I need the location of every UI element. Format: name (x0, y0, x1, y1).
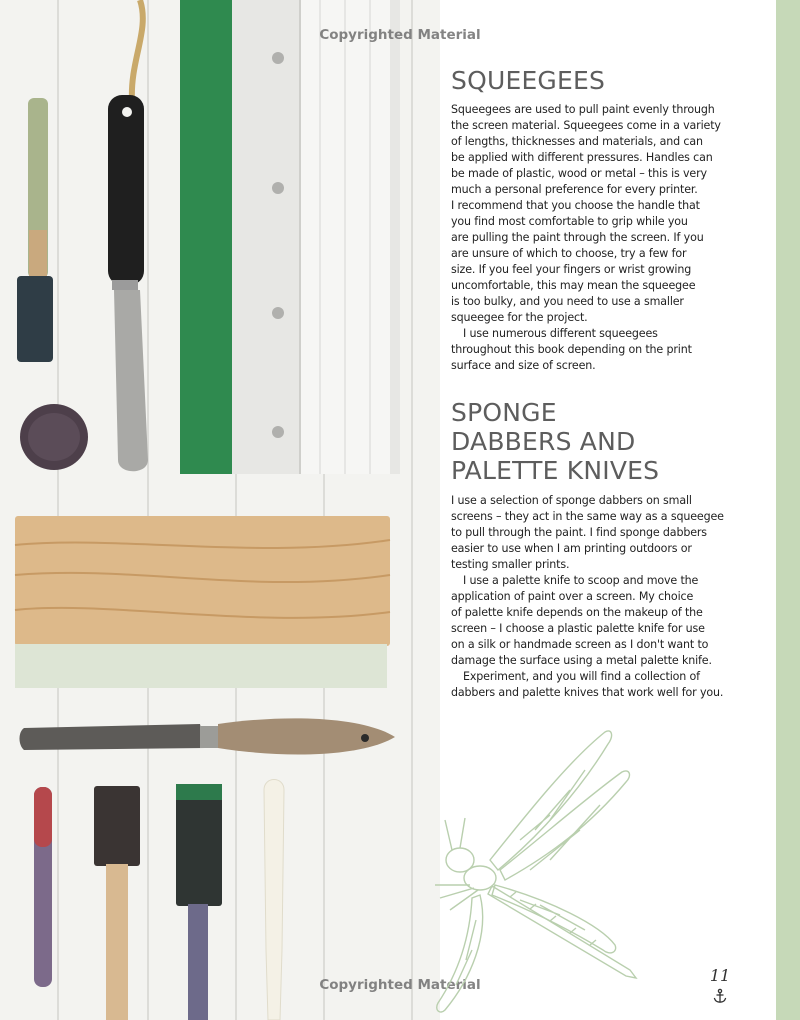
squeegee-green (180, 0, 400, 474)
body-line: throughout this book depending on the print (451, 343, 692, 356)
body-line: surface and size of screen. (451, 359, 596, 372)
body-line: of lengths, thicknesses and materials, and can (451, 135, 703, 148)
body-line: are unsure of which to choose, try a few for (451, 247, 687, 260)
heading-line: SPONGE (451, 398, 557, 427)
body-line: I use numerous different squeegees (463, 327, 658, 340)
section-sponge-body (451, 493, 737, 701)
body-line: squeegee for the project. (451, 311, 588, 324)
page-number: 11 (709, 966, 731, 985)
body-line: on a silk or handmade screen as I don't want to (451, 638, 709, 651)
body-line: the screen material. Squeegees come in a variety (451, 119, 721, 132)
body-line: I recommend that you choose the handle that (451, 199, 700, 212)
body-line: be made of plastic, wood or metal – this is very (451, 167, 707, 180)
body-line: Experiment, and you will find a collection of (463, 670, 700, 683)
body-line: easier to use when I am printing outdoors or (451, 542, 692, 555)
body-line: I use a selection of sponge dabbers on small (451, 494, 692, 507)
squeegee-wood (15, 516, 390, 688)
section-sponge-heading (451, 398, 737, 485)
body-line: be applied with different pressures. Handles can (451, 151, 713, 164)
body-line: dabbers and palette knives that work well for you. (451, 686, 724, 699)
heading-line: DABBERS AND (451, 427, 636, 456)
heading-line: PALETTE KNIVES (451, 456, 660, 485)
section-squeegees-body (451, 102, 737, 374)
body-line: uncomfortable, this may mean the squeegee (451, 279, 696, 292)
body-line: to pull through the paint. I find sponge dabbers (451, 526, 707, 539)
body-line: screen – I choose a plastic palette knife for use (451, 622, 705, 635)
body-line: are pulling the paint through the screen. If you (451, 231, 704, 244)
body-line: application of paint over a screen. My choice (451, 590, 694, 603)
green-margin-strip (776, 0, 800, 1020)
body-line: I use a palette knife to scoop and move the (463, 574, 699, 587)
body-line: testing smaller prints. (451, 558, 570, 571)
body-line: much a personal preference for every printer. (451, 183, 698, 196)
body-line: Squeegees are used to pull paint evenly through (451, 103, 715, 116)
dragonfly-illustration (400, 720, 700, 1020)
copyright-watermark-bottom: Copyrighted Material (319, 977, 481, 993)
body-line: is too bulky, and you need to use a smaller (451, 295, 684, 308)
body-line: screens – they act in the same way as a squeegee (451, 510, 724, 523)
body-line: damage the surface using a metal palette knife. (451, 654, 712, 667)
body-line: of palette knife depends on the makeup of the (451, 606, 703, 619)
section-squeegees-heading (451, 66, 737, 95)
body-line: you find most comfortable to grip while you (451, 215, 688, 228)
copyright-watermark-top: Copyrighted Material (319, 27, 481, 43)
body-line: size. If you feel your fingers or wrist growing (451, 263, 692, 276)
heading-squeegees: SQUEEGEES (451, 66, 606, 95)
anchor-icon (712, 988, 728, 1004)
